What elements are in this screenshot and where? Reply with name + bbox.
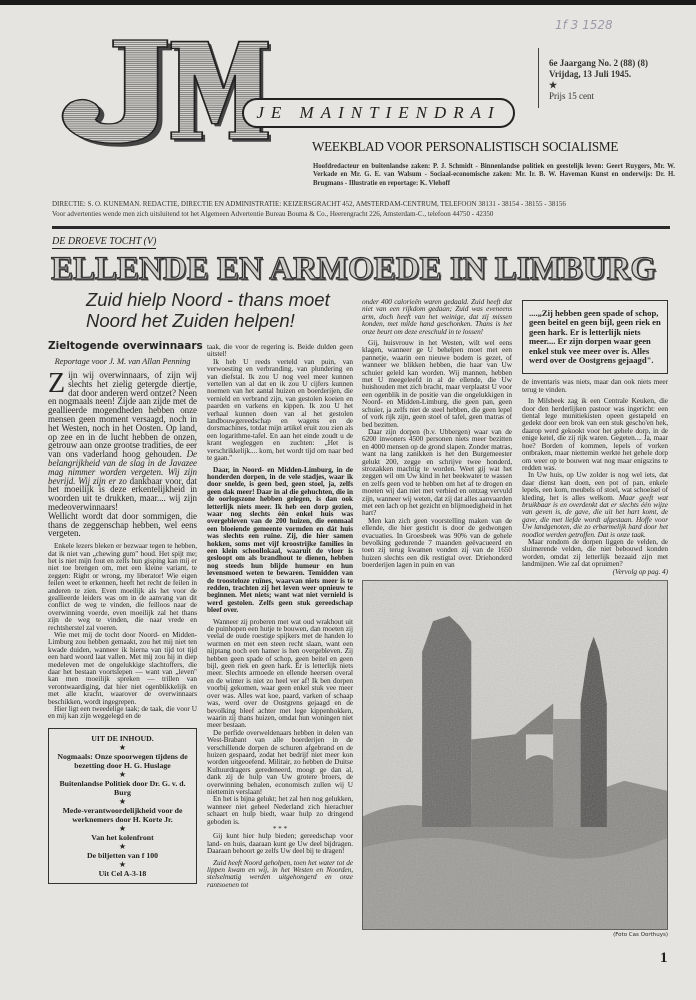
photo-caption: (Foto Cas Oorthuys): [613, 932, 668, 938]
paragraph-text: In Uw huis, op Uw zolder is nog wel iets, dat daar dienst kan doen, een pot of pan, enkele lepels, een kom, meubels of stoel, wat schoeisel of kleding, het is alles welkom.: [522, 470, 668, 502]
subheadline: Zuid hielp Noord - thans moet Noord het Zuiden helpen!: [86, 289, 330, 331]
star-icon: ★: [118, 859, 127, 869]
contents-box: [48, 728, 197, 884]
paragraph: Ik heb U reeds verteld van puin, van verwoesting en verbranding, van plundering en van diefstal. Ik zou U nog veel meer kunnen vertellen van al dat en ik zou U cijfers kunnen noemen van het aantal huizen en boerderijen, die vernield en verbrand zijn, van gestolen koeien en paarden en varkens en kippen. Ik zou U het verhaal kunnen doen van al het gestolen landbouwgereedschap en wagens en de dorsmachines, totdat mijn artikel eruit zou zien als een logarithme-tafel. En aan het einde zoudt u de krant wegleggen en zuchten: „Het is verschrikkelijk.... kom, het wordt tijd om naar bed te gaan.": [207, 356, 353, 463]
column-3: [362, 298, 512, 569]
ruined-church-photo: [362, 580, 668, 930]
paragraph: Men kan zich geen voorstelling maken van de ellende, die hier gesticht is door de gedwongen evacuaties. In Groesbeek was 90% van de gehele bevolking gedurende 7 maanden geëvacueerd en toen zij terug kwamen vonden zij van de 1650 huizen slechts een dik restigtal over. Driehonderd boerderijen lagen in puin en van: [362, 515, 512, 570]
column-2: [207, 343, 353, 888]
paragraph-bold: Daar, in Noord- en Midden-Limburg, in de honderden dorpen, in de vele stadjes, waar ik door snelde, is geen bed, geen stoel, ja, zelfs geen dak meer! Daar in al die gehuchten, die in de oorlogszone hebben gelegen, is dan ook letterlijk niets meer. Ik heb een dorp gezien, waar nog slechts één enkel huis was overgebleven van de 200 huizen, die eenmaal een bloeiende gemeente vormden en dát huis was slechts een ruïne. Zij, die hier samen hokken, soms met vijf kroostrijke families in een klein schoollokaal, waaruit de vloer is gesloopt om als brandhout te dienen, hebben nog steeds hun blijde humeur en hun levensmoed weten te bewaren. Temidden van de troosteloze ruïnes, waarvan niets meer is te redden, trachten zij het leven weer opnieuw te beginnen. Met niets; want wat niet vernield is werd gestolen. Zelfs geen stuk gereedschap bleef over.: [207, 464, 353, 615]
star-icon: ★: [118, 769, 127, 779]
paragraph-italic: Maar geeft wat bruikbaar is en overdenkt dat er slechts één wijze van geven is, de gave, die uit het hart komt, de gave, die met liefde wordt afgestaan. Hoffe voor Uw landgenoten, die zo erbarmelijk hard door het noodlot werden getroffen. Dat is onze taak.: [522, 492, 669, 539]
contents-item[interactable]: Mede-verantwoordelijkheid voor de werknemers door H. Korte Jr.: [62, 805, 183, 824]
contents-item[interactable]: Nogmaals: Onze spoorwegen tijdens de bezetting door H. G. Huslage: [57, 751, 188, 770]
contents-item[interactable]: Uit Cel A-3-18: [98, 868, 147, 878]
jm-logo: [53, 33, 271, 148]
editorial-staff: Hoofdredacteur en buitenlandse zaken: P. J. Schmidt - Binnenlandse politiek en geestelijk leven: Geert Ruygers, Mr. W. Verkade en Mr. G. E. van Walsum - Sociaal-economische zaken: Mr. Ir. B. W. Haveman Kunst en onderwijs: Dr. H. Brugmans - Illustratie en reportage: K. Vlehoff: [313, 163, 675, 187]
column-4: [522, 300, 668, 575]
paragraph: Wie met mij de tocht door Noord- en Midden-Limburg zou hebben gemaakt, zou het mij niet ten kwade duiden, wanneer ik hierna van tijd tot tijd een hard woord laat vallen. Met mij zou hij in diep medeleven met de ongelukkige slachtoffers, die daar het bestaan voortslepen — want van „leven" kan men moeilijk spreken — trillen van verontwaardiging, dat hier niet ogenblikkelijk en met alle kracht, waarover de overwinnaars beschikken, wordt ingegrepen.: [48, 630, 197, 706]
section-title: Zieltogende overwinnaars: [48, 340, 203, 352]
paragraph-italic: onder 400 calorieën waren gedaald. Zuid heeft dat niet van een rijkdom gedaan; Zuid was eveneens arm, doch heeft van het weinige, dat zij missen konden, met milde hand geschonken. Thans is het onze beurt om deze ereschuld in te lossen!: [362, 297, 512, 336]
star-icon: ★: [549, 80, 558, 90]
paper-subtitle: WEEKBLAD VOOR PERSONALISTISCH SOCIALISME: [312, 139, 619, 154]
paragraph-italic: Zuid heeft Noord geholpen, toen het water tot de lippen kwam en wij, in het Westen en Noorden, stelselmatig werden uitgehongerd en onze rantsoenen tot: [207, 857, 353, 889]
paragraph: Gij, huisvrouw in het Westen, wilt wel eens klagen, wanneer ge U behelpen moet met een pannetje, waarin een nieuwe bodem is gezet, of wanneer we blikken hebben, die haar van Uw schuier geleld kan worden. Wij mannen, hebben met U meegeleefd in al de ellende, die Uw huishouden met zich bracht, maar verplaatst U voor een ogenblik in de positie van die ongelukkigen in Noord- en Midden-Limburg, die geen pan, geen schuier, ja zelfs niet de steel hebben, die geen lepel of vork rijk zijn, geen stoel of tafel, geen matras of bed bezitten.: [362, 338, 512, 429]
paragraph: De perfide overweldenaars hebben in delen van West-Brabant van alle boerderijen in de verschillende dorpen de schuren afgebrand en de huizen gespaard, zodat het bedrijf niet meer kon worden uitgeoefend. Militair, zo hebben de Duitse Kultuurdragers geredeneerd, moogt ge dan al, dank zij de hulp van Uw grotere broers, de overwinning behalen, economisch zullen wij U niettemin verslaan!: [207, 727, 353, 796]
contents-item[interactable]: Van het kolenfront: [91, 832, 154, 842]
issue-info: [549, 58, 648, 102]
masthead-rule: [52, 226, 670, 229]
publisher-info: [52, 200, 672, 219]
paragraph: In Milsbeek zag ik een Centrale Keuken, die door den herderlijken pastoor was ingericht: een tiental lege munitiekisten opeen gestapeld en gedekt door een brok van een stuk gescho'en hek, daarop werd gekookt voor het gehele dorp, in de enige ketel, die zij rijk waren. Gegeten.... Ja, maar hoe? Borden of kommen, lepels of vorken ontbraken, maar niettemin werkte het gehele dorp om weer op te bouwen wat nog maar enigszins te redden was.: [522, 396, 668, 472]
issue-price: Prijs 15 cent: [549, 91, 594, 101]
intro: [48, 368, 198, 539]
separator: * * *: [272, 824, 288, 833]
paragraph: Maar rondom de dorpen liggen de velden, de sluimerende velden, die niet bebouwd konden worden, omdat zij letterlijk bezaaid zijn met landmijnen. Wie zal dat opruimen?: [522, 536, 668, 569]
paragraph: Daar zijn dorpen (b.v. Ubbergen) waar van de 6200 inwoners 4500 personen niets meer bezitten en 4000 mensen op de grond slapen. Zonder matras, want na lang zanikken is het den Burgemeester gelukt 200, zegge en schrijve twee honderd, strozakken machtig te worden. Weet gij wat het zeggen wil om Uw kind in het beekwater te wassen en zelfs geen vod te hebben om het af te drogen en moeten wij dan niet met verbied en ontzag vervuld zijn, wanneer wij weten, dat zij dat alles aanvaarden met een lach op het gezicht en blijmoedigheid in het hart?: [362, 426, 512, 518]
handwritten-archive-note: 1f 3 1528: [555, 18, 613, 32]
issue-date: Vrijdag, 13 Juli 1945.: [549, 69, 632, 79]
column-1: [48, 340, 203, 884]
paragraph: [522, 471, 668, 538]
drop-cap: Z: [48, 368, 66, 399]
contents-title: UIT DE INHOUD.: [91, 733, 154, 743]
issue-divider: [538, 48, 539, 108]
continued-note[interactable]: (Vervolg op pag. 4): [612, 566, 668, 576]
paragraph: Wanneer zij proberen met wat oud wrakhout uit de puinhopen een hutje te bouwen, dan moeten zij veelal de oude roestige spijkers met de handen lo wurmen en met een steen recht slaan, want een nijptang noch een hamer is hen overgebleven. Zij hebben geen spade of schop, geen beitel en geen bijl, geen riek en geen hark. Er is letterlijk niets meer. Slechts armoede en ellende heersen overal en de winter is niet zo heel ver af! Ik ben dorpen voorbij gekomen, waar geen enkel stuk vee meer over was. Alles wat koe, paard, varken of schaap was, werd over de Oostgrens gejaagd en de bevolking bleef achter met lege kippenhokken, waarin zij thans huizen, omdat hun woningen niet meer bestaan.: [207, 616, 353, 730]
paragraph: En het is bijna gelukt; het zal hen nog gelukken, wanneer niet geheel Nederland zich hierachter schaart en hulp biedt, waar hulp zo dringend geboden is.: [207, 794, 353, 826]
paragraph-italic: De belangrijkheid van de slag in de Javazee mag nimmer worden vergeten. Wij zijn bevrijd. Wij zijn er zo: [48, 449, 198, 486]
star-icon: ★: [118, 742, 127, 752]
paragraph: Hier ligt een tweedelige taak; de taak, die voor U en mij kan zijn weggelegd en de: [48, 704, 197, 721]
paragraph: de inventaris was niets, maar dan ook niets meer terug te vinden.: [522, 377, 668, 394]
contents-item[interactable]: De biljetten van f 100: [86, 850, 159, 860]
byline: Reportage voor J. M. van Allan Penning: [54, 356, 191, 366]
issue-number: 6e Jaargang No. 2 (88) (8): [549, 58, 648, 68]
series-kicker: DE DROEVE TOCHT (V): [52, 236, 157, 247]
star-icon: ★: [118, 796, 127, 806]
contents-item[interactable]: Buitenlandse Politiek door Dr. G. v. d. Burg: [59, 778, 186, 797]
paragraph: Wellicht wordt dat door sommigen, die thans de zeggenschap hebben, wel eens vergeten.: [48, 510, 197, 539]
paragraph: Enkele lezers bleken er bezwaar tegen te hebben, dat ik niet van „chewing gum" houd. Het spijt me; het is niet mijn fout en zelfs hun gisping kan mij er niet toe brengen om, met een kleine variant, te zeggen: Right or wrong, my liberator! Wie eigen feilen weet te erkennen, heeft het recht de feilen in anderen te zien. Even moeilijk als het voor de geallieerde leiders was om in de aanvang van dit conflict de weg te vinden, die feilloos naar de overwinning voerde, even moeilijk zal het thans zijn de weg te vinden, die naar vrede en rechtsherstel zal voeren.: [48, 541, 197, 632]
paragraph: ijn wij overwinnaars, of zijn wij slechts het zielig getergde diertje, dat door anderen werd ontzet? Neen en nogmaals neen! Zijde aan zijde met de geallieerde mogendheden hebben onze mensen geen moment versaagd, noch in het Westen, noch in het Oosten. Op land, op zee en in de lucht hebben de onzen, getrouw aan onze grootse tradities, de eer van ons vaderland hoog gehouden.: [48, 370, 197, 460]
page-number: 1: [660, 950, 668, 966]
advertising-line: Voor advertenties wende men zich uitsluitend tot het Algemeen Advertentie Bureau Bouma & Co., Heerengracht 226, Amsterdam-C., telefoon 44750 - 42350: [52, 209, 494, 218]
scan-top-edge: [0, 0, 696, 5]
directie-line: DIRECTIE: S. O. KUNEMAN. REDACTIE, DIRECTIE EN ADMINISTRATIE: KEIZERSGRACHT 452, AMSTERDAM-CENTRUM, TELEFOON 38131 - 38154 - 38155 - 38156: [52, 200, 566, 208]
paragraph: taak, die voor de regering is. Beide dulden geen uitstel!: [207, 342, 353, 359]
motto-banner: JE MAINTIENDRAI: [242, 98, 515, 128]
pull-quote-box: ....„Zij hebben geen spade of schop, geen beitel en geen bijl, geen riek en geen hark. Er is letterlijk niets meer.... Er zijn dorpen waar geen enkel stuk vee meer over is. Alles werd over de Oostgrens gejaagd".: [522, 300, 668, 374]
star-icon: ★: [118, 841, 127, 851]
headline: ELLENDE EN ARMOEDE IN LIMBURG: [51, 251, 657, 287]
paragraph: Gij kunt hier hulp bieden; gereedschap voor land- en huis, daaraan kunt ge Uw deel bijdragen. Daaraan behoort ge zelfs Uw deel bij te dragen!: [207, 831, 353, 856]
star-icon: ★: [118, 823, 127, 833]
paragraph: dankbaar voor, dat het moeilijk is deze erkentelijkheid in woorden uit te drukken, maar.... wij zijn medeoverwinnaars!: [48, 475, 197, 512]
